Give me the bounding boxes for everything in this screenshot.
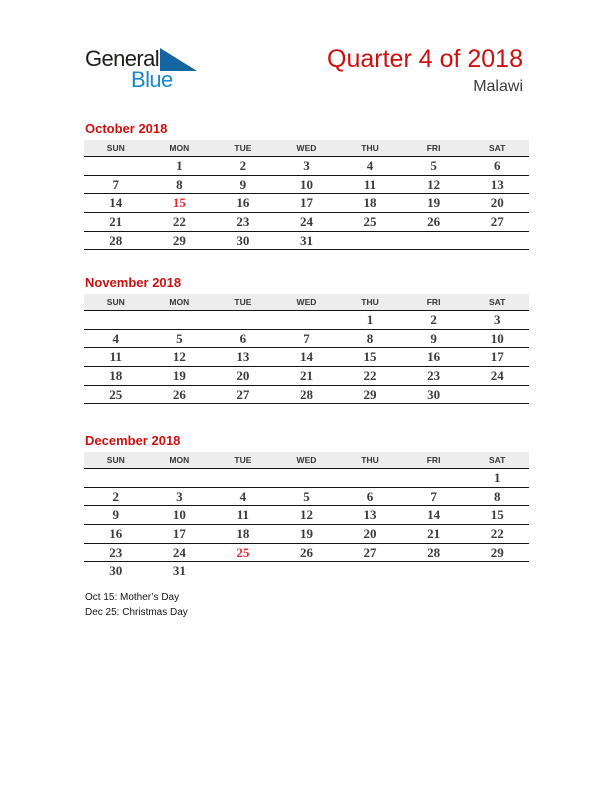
calendar-week-row <box>84 543 529 562</box>
calendar-day-cell: 8 <box>338 329 402 348</box>
calendar-day-cell: 24 <box>465 367 529 386</box>
calendar-empty-cell <box>465 562 529 580</box>
calendar-day-cell: 17 <box>465 348 529 367</box>
calendar-day-cell: 25 <box>211 543 275 562</box>
calendar-day-cell: 17 <box>275 194 339 213</box>
calendar-empty-cell <box>148 469 212 488</box>
calendar-day-cell: 17 <box>148 525 212 544</box>
calendar-day-cell: 25 <box>338 213 402 232</box>
weekday-header: FRI <box>402 140 466 157</box>
calendar-weekday-row <box>84 452 529 469</box>
weekday-header: WED <box>275 452 339 469</box>
calendar-empty-cell <box>84 311 148 330</box>
calendar-day-cell: 22 <box>338 367 402 386</box>
page-subtitle: Malawi <box>473 78 523 95</box>
calendar-day-cell: 6 <box>465 157 529 176</box>
holiday-notes <box>85 590 188 620</box>
calendar-day-cell: 18 <box>211 525 275 544</box>
month-section-december <box>84 433 529 580</box>
weekday-header-row <box>84 452 529 469</box>
calendar-day-cell: 8 <box>465 487 529 506</box>
calendar-day-cell: 13 <box>465 175 529 194</box>
calendar-day-cell: 29 <box>465 543 529 562</box>
weekday-header: TUE <box>211 140 275 157</box>
calendar-empty-cell <box>84 469 148 488</box>
weekday-header: FRI <box>402 452 466 469</box>
weekday-header: SUN <box>84 294 148 311</box>
calendar-empty-cell <box>338 231 402 250</box>
calendar-empty-cell <box>465 231 529 250</box>
calendar-day-cell: 18 <box>84 367 148 386</box>
logo-word-general: General <box>85 46 160 71</box>
calendar-week-row <box>84 525 529 544</box>
weekday-header: TUE <box>211 294 275 311</box>
calendar-day-cell: 23 <box>84 543 148 562</box>
calendar-day-cell: 10 <box>465 329 529 348</box>
calendar-empty-cell <box>402 469 466 488</box>
weekday-header-row <box>84 140 529 157</box>
calendar-day-cell: 26 <box>402 213 466 232</box>
calendar-day-cell: 9 <box>211 175 275 194</box>
calendar-week-row <box>84 231 529 250</box>
weekday-header: WED <box>275 294 339 311</box>
calendar-day-cell: 4 <box>338 157 402 176</box>
calendar-day-cell: 30 <box>402 385 466 404</box>
calendar-day-cell: 19 <box>275 525 339 544</box>
calendar-empty-cell <box>211 311 275 330</box>
calendar-day-cell: 9 <box>402 329 466 348</box>
calendar-weekday-row <box>84 294 529 311</box>
weekday-header: SUN <box>84 140 148 157</box>
calendar-day-cell: 20 <box>465 194 529 213</box>
calendar-day-cell: 1 <box>338 311 402 330</box>
month-title: November 2018 <box>85 275 182 290</box>
calendar-day-cell: 16 <box>84 525 148 544</box>
calendar-day-cell: 15 <box>465 506 529 525</box>
calendar-day-cell: 30 <box>109 563 123 579</box>
calendar-day-cell: 5 <box>148 329 212 348</box>
calendar-day-cell: 14 <box>402 506 466 525</box>
calendar-day-cell: 20 <box>211 367 275 386</box>
calendar-day-cell: 28 <box>84 231 148 250</box>
calendar-day-cell: 29 <box>338 385 402 404</box>
calendar-day-cell: 27 <box>211 385 275 404</box>
calendar-day-cell: 8 <box>148 175 212 194</box>
calendar-empty-cell <box>275 311 339 330</box>
calendar-day-cell: 3 <box>148 487 212 506</box>
calendar-day-cell: 7 <box>275 329 339 348</box>
month-section-october <box>84 121 529 250</box>
calendar-day-cell: 14 <box>275 348 339 367</box>
calendar-day-cell: 16 <box>211 194 275 213</box>
calendar-day-cell: 16 <box>402 348 466 367</box>
calendar-day-cell: 7 <box>84 175 148 194</box>
calendar-empty-cell <box>148 311 212 330</box>
weekday-header: SUN <box>84 452 148 469</box>
calendar-table-december <box>84 452 529 580</box>
weekday-header: TUE <box>211 452 275 469</box>
calendar-day-cell: 21 <box>84 213 148 232</box>
calendar-week-row <box>84 194 529 213</box>
calendar-day-cell: 5 <box>275 487 339 506</box>
calendar-day-cell: 7 <box>402 487 466 506</box>
calendar-day-cell: 18 <box>338 194 402 213</box>
calendar-day-cell: 28 <box>275 385 339 404</box>
calendar-empty-cell <box>338 469 402 488</box>
calendar-week-row <box>84 348 529 367</box>
calendar-week-row <box>84 506 529 525</box>
month-title: December 2018 <box>85 433 181 448</box>
holiday-note: Dec 25: Christmas Day <box>85 607 188 618</box>
calendar-weekday-row <box>84 140 529 157</box>
calendar-empty-cell <box>275 562 339 580</box>
month-title: October 2018 <box>85 121 168 136</box>
calendar-day-cell: 6 <box>211 329 275 348</box>
calendar-day-cell: 22 <box>465 525 529 544</box>
calendar-empty-cell <box>402 231 466 250</box>
calendar-day-cell: 22 <box>148 213 212 232</box>
weekday-header: SAT <box>465 294 529 311</box>
calendar-day-cell: 14 <box>84 194 148 213</box>
calendar-day-cell: 31 <box>275 231 339 250</box>
weekday-header: SAT <box>465 452 529 469</box>
calendar-day-cell: 12 <box>402 175 466 194</box>
weekday-header: MON <box>148 452 212 469</box>
calendar-day-cell: 13 <box>211 348 275 367</box>
calendar-day-cell: 21 <box>402 525 466 544</box>
calendar-body <box>84 311 529 404</box>
calendar-day-cell: 10 <box>148 506 212 525</box>
calendar-day-cell: 19 <box>402 194 466 213</box>
weekday-header: FRI <box>402 294 466 311</box>
logo-word-blue: Blue <box>131 67 173 92</box>
page-title: Quarter 4 of 2018 <box>327 45 523 73</box>
calendar-day-cell: 15 <box>338 348 402 367</box>
calendar-week-row <box>84 487 529 506</box>
calendar-day-cell: 12 <box>275 506 339 525</box>
calendar-day-cell: 27 <box>338 543 402 562</box>
calendar-empty-cell <box>275 469 339 488</box>
calendar-day-cell: 24 <box>275 213 339 232</box>
calendar-day-cell: 25 <box>84 385 148 404</box>
calendar-day-cell: 11 <box>211 506 275 525</box>
weekday-header: SAT <box>465 140 529 157</box>
calendar-week-row <box>84 175 529 194</box>
month-section-november <box>84 275 529 404</box>
calendar-day-cell: 12 <box>148 348 212 367</box>
calendar-empty-cell <box>465 385 529 404</box>
calendar-day-cell: 13 <box>338 506 402 525</box>
weekday-header: THU <box>338 452 402 469</box>
calendar-day-cell: 11 <box>84 348 148 367</box>
general-blue-logo <box>85 46 197 92</box>
calendar-day-cell: 31 <box>172 563 186 579</box>
calendar-day-cell: 21 <box>275 367 339 386</box>
calendar-day-cell: 5 <box>402 157 466 176</box>
calendar-week-row <box>84 157 529 176</box>
calendar-empty-cell <box>211 562 275 580</box>
holiday-note: Oct 15: Mother’s Day <box>85 592 180 603</box>
calendar-week-row <box>84 469 529 488</box>
calendar-empty-cell <box>402 562 466 580</box>
calendar-week-row <box>84 367 529 386</box>
calendar-body <box>84 157 529 250</box>
calendar-day-cell: 19 <box>148 367 212 386</box>
page-header <box>327 44 523 97</box>
weekday-header: THU <box>338 140 402 157</box>
calendar-day-cell: 1 <box>148 157 212 176</box>
weekday-header: MON <box>148 294 212 311</box>
calendar-day-cell: 30 <box>211 231 275 250</box>
calendar-day-cell: 15 <box>148 194 212 213</box>
calendar-day-cell: 26 <box>148 385 212 404</box>
calendar-day-cell: 23 <box>402 367 466 386</box>
calendar-week-row <box>84 311 529 330</box>
calendar-day-cell: 27 <box>465 213 529 232</box>
calendar-day-cell: 26 <box>275 543 339 562</box>
weekday-header: WED <box>275 140 339 157</box>
calendar-day-cell: 11 <box>338 175 402 194</box>
calendar-table-november <box>84 294 529 404</box>
weekday-header-row <box>84 294 529 311</box>
calendar-week-row <box>84 213 529 232</box>
calendar-day-cell: 6 <box>338 487 402 506</box>
calendar-table-october <box>84 140 529 250</box>
calendar-week-row <box>84 329 529 348</box>
calendar-empty-cell <box>211 469 275 488</box>
calendar-day-cell: 2 <box>84 487 148 506</box>
calendar-day-cell: 23 <box>211 213 275 232</box>
calendar-day-cell: 28 <box>402 543 466 562</box>
calendar-day-cell: 20 <box>338 525 402 544</box>
calendar-day-cell: 4 <box>211 487 275 506</box>
weekday-header: MON <box>148 140 212 157</box>
calendar-empty-cell <box>338 562 402 580</box>
calendar-day-cell: 3 <box>465 311 529 330</box>
calendar-day-cell: 24 <box>148 543 212 562</box>
weekday-header: THU <box>338 294 402 311</box>
calendar-week-row <box>84 385 529 404</box>
calendar-day-cell: 2 <box>402 311 466 330</box>
calendar-day-cell: 29 <box>148 231 212 250</box>
calendar-day-cell: 9 <box>84 506 148 525</box>
calendar-body <box>84 469 529 581</box>
calendar-day-cell: 2 <box>211 157 275 176</box>
calendar-day-cell: 3 <box>275 157 339 176</box>
calendar-day-cell: 1 <box>465 469 529 488</box>
calendar-week-row <box>84 562 529 580</box>
calendar-empty-cell <box>84 157 148 176</box>
calendar-day-cell: 4 <box>84 329 148 348</box>
calendar-day-cell: 10 <box>275 175 339 194</box>
